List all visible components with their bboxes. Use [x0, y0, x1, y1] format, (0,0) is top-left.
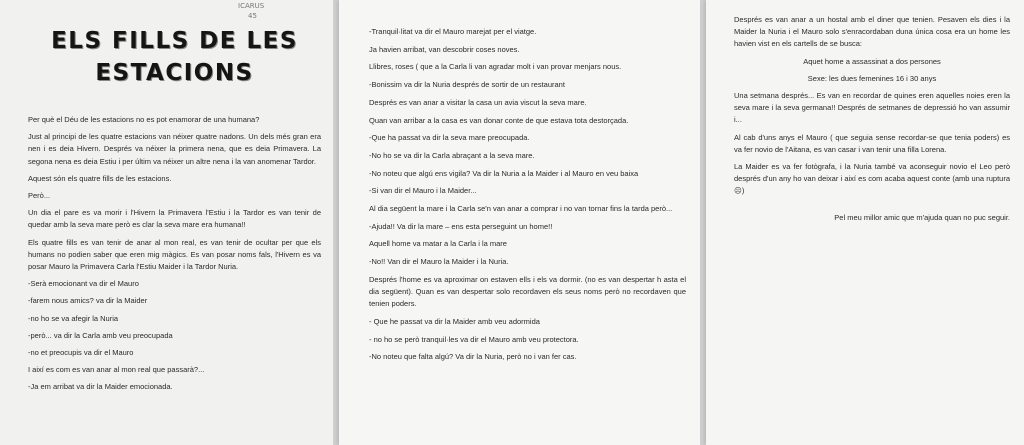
handwritten-number: 45 [248, 12, 257, 20]
paragraph: Però... [28, 191, 51, 201]
paragraph: I així es com es van anar al mon real que passarà?... [28, 365, 205, 375]
dialogue-line: -No ho se va dir la Carla abraçant a la seva mare. [369, 150, 535, 160]
dialogue-line: -Serà emocionant va dir el Mauro [28, 279, 139, 289]
dialogue-line: -però... va dir la Carla amb veu preocupada [28, 330, 173, 340]
dialogue-line: -farem nous amics? va dir la Maider [28, 296, 148, 306]
paragraph: Aquell home va matar a la Carla i la mare [369, 239, 507, 249]
dialogue-line: -No noteu que falta algú? Va dir la Nuria, però no i van fer cas. [369, 352, 577, 362]
paragraph: Després es van anar a visitar la casa un avia viscut la seva mare. [369, 97, 587, 107]
dialogue-line: -Si van dir el Mauro i la Maider... [369, 186, 477, 196]
wanted-poster-line: Aquet home a assassinat a dos persones [803, 56, 941, 66]
paragraph: Després es van anar a un hostal amb el diner que tenien. Pesaven els dies i la Maider la Nuria i el Mauro solo s'enracordaban duna única cosa era un home les havien vist en els cartells de se busca: [734, 15, 1010, 49]
paragraph: Després l'home es va aproximar on estaven ells i els va dormir. (no es van despertar h asta el dia següent). Quan es van despertar solo recordaven els seus noms però no recordaven que tenien poders. [369, 274, 686, 309]
dedication: Pel meu millor amic que m'ajuda quan no puc seguir. [834, 212, 1010, 222]
paragraph: Aquest són els quatre fills de les estacions. [28, 173, 172, 183]
dialogue-line: -No!! Van dir el Mauro la Maider i la Nuria. [369, 257, 509, 267]
paragraph: Ja havien arribat, van descobrir coses noves. [369, 44, 520, 54]
paragraph: Al dia següent la mare i la Carla se'n van anar a comprar i no van tornar fins la tarda però... [369, 204, 673, 214]
paragraph: Per què el Déu de les estacions no es pot enamorar de una humana? [28, 115, 260, 124]
dialogue-line: -Ja em arribat va dir la Maider emocionada. [28, 382, 173, 392]
paragraph: Els quatre fills es van tenir de anar al mon real, es van tenir de ocultar per que els humans no podien saber que eren mig màgics. Es van posar noms fals, l'Hivern es va posar Mauro la Primavera Carla l'Estiu Maider i la Tardor Nuria. [28, 237, 321, 272]
paragraph: Un dia el pare es va morir i l'Hivern la Primavera l'Estiu i la Tardor es van tenir de quedar amb la seva mare però es clar la seva mare era humana!! [28, 208, 321, 230]
dialogue-line: -Que ha passat va dir la seva mare preocupada. [369, 133, 530, 143]
page-two [339, 0, 700, 445]
dialogue-line: - no ho se però tranquil·les va dir el Mauro amb veu protectora. [369, 334, 579, 344]
dialogue-line: -no ho se va afegir la Nuria [28, 313, 119, 323]
dialogue-line: -No noteu que algú ens vigila? Va dir la Nuria a la Maider i al Mauro en veu baixa [369, 168, 639, 178]
dialogue-line: - Que he passat va dir la Maider amb veu adormida [369, 316, 540, 326]
paragraph: Quan van arribar a la casa es van donar conte de que estava tota destorçada. [369, 115, 629, 125]
handwritten-note: ICARUS [238, 2, 265, 10]
paragraph: Llibres, roses ( que a la Carla li van agradar molt i van provar menjars nous. [369, 62, 622, 72]
story-title-line-2: ESTACIONS [95, 60, 254, 86]
page-three-body [734, 14, 1010, 224]
paragraph: Al cab d'uns anys el Mauro ( que seguia sense recordar-se que tenia poders) es va fer novio de l'Aitana, es van casar i van tenir una filla Lorena. [734, 132, 1010, 154]
page-two-body [369, 26, 686, 364]
paragraph: Una setmana després... Es van en recordar de quines eren aquelles noies eren la seva mare i la seva germana!! Després de setmanes de depressió ho van assumir i... [734, 91, 1010, 125]
story-title-line-1: ELS FILLS DE LES [51, 28, 298, 54]
dialogue-line: -Tranquil·litat va dir el Mauro marejat per el viatge. [369, 27, 537, 36]
page-three [706, 0, 1024, 445]
page-one [0, 0, 333, 445]
paragraph: Just al principi de les quatre estacions van néixer quatre nadons. Un dels més gran era nen i es deia Hivern. Després va néixer la primera nena, que es deia Primavera. La segona nena es deia Estiu i per últim va néixer un altre nena i la van anomenar Tardor. [28, 132, 321, 166]
dialogue-line: -Bonissim va dir la Nuria després de sortir de un restaurant [369, 80, 565, 90]
page-one-body [28, 114, 321, 394]
paragraph: La Maider es va fer fotògrafa, i la Nuria també va aconseguir novio el Leo però després d'un any ho van deixar i així es com acaba aquest conte (amb una ruptura☹) [734, 162, 1010, 196]
dialogue-line: -Ajuda!! Va dir la mare – ens esta perseguint un home!! [369, 221, 553, 231]
wanted-poster-line: Sexe: les dues femenines 16 i 30 anys [807, 73, 937, 83]
dialogue-line: -no et preocupis va dir el Mauro [28, 348, 134, 358]
